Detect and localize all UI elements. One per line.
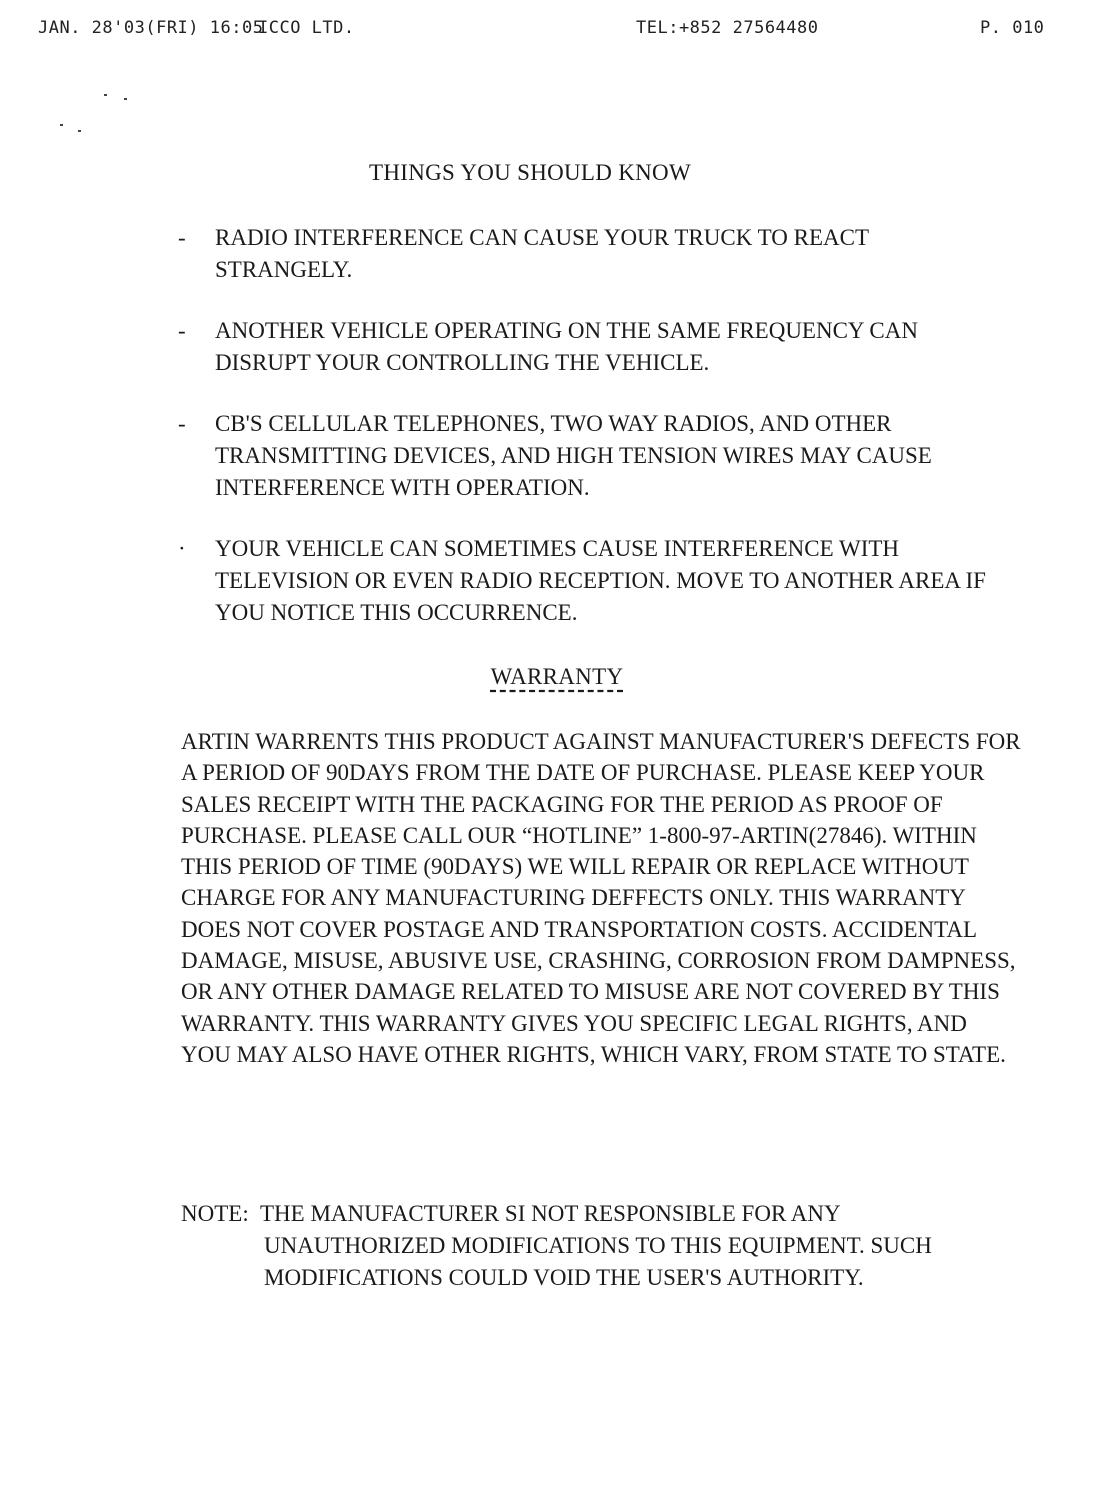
scan-speck (78, 130, 81, 132)
things-heading (0, 160, 1060, 186)
things-list (178, 222, 1008, 658)
fax-header (0, 18, 1114, 42)
fax-telephone: TEL:+852 27564480 (636, 18, 819, 38)
fax-company: ICCO LTD. (258, 18, 355, 38)
warranty-heading-text: WARRANTY (490, 664, 624, 689)
note-text: THE MANUFACTURER SI NOT RESPONSIBLE FOR ANY UNAUTHORIZED MODIFICATIONS TO THIS EQUIPMENT. SUCH MODIFICATIONS COULD VOID THE USER'S AUTHORITY. (260, 1201, 932, 1290)
things-heading-text: THINGS YOU SHOULD KNOW (369, 160, 691, 185)
list-item (178, 315, 1008, 379)
warranty-paragraph: ARTIN WARRENTS THIS PRODUCT AGAINST MANUFACTURER'S DEFECTS FOR A PERIOD OF 90DAYS FROM THE DATE OF PURCHASE. PLEASE KEEP YOUR SALES RECEIPT WITH THE PACKAGING FOR THE PERIOD AS PROOF OF PURCHASE. PLEASE CALL OUR “HOTLINE” 1-800-97-ARTIN(27846). WITHIN THIS PERIOD OF TIME (90DAYS) WE WILL REPAIR OR REPLACE WITHOUT CHARGE FOR ANY MANUFACTURING DEFFECTS ONLY. THIS WARRANTY DOES NOT COVER POSTAGE AND TRANSPORTATION COSTS. ACCIDENTAL DAMAGE, MISUSE, ABUSIVE USE, CRASHING, CORROSION FROM DAMPNESS, OR ANY OTHER DAMAGE RELATED TO MISUSE ARE NOT COVERED BY THIS WARRANTY. THIS WARRANTY GIVES YOU SPECIFIC LEGAL RIGHTS, AND YOU MAY ALSO HAVE OTHER RIGHTS, WHICH VARY, FROM STATE TO STATE. (181, 729, 1021, 1067)
list-item (178, 408, 1008, 504)
bullet-text: CB'S CELLULAR TELEPHONES, TWO WAY RADIOS, AND OTHER TRANSMITTING DEVICES, AND HIGH TENSION WIRES MAY CAUSE INTERFERENCE WITH OPERATION. (215, 411, 932, 500)
bullet-dash: - (178, 318, 186, 343)
bullet-dash: · (178, 536, 186, 561)
bullet-text: ANOTHER VEHICLE OPERATING ON THE SAME FREQUENCY CAN DISRUPT YOUR CONTROLLING THE VEHICLE. (215, 318, 918, 375)
bullet-dash: - (178, 225, 186, 250)
bullet-text: RADIO INTERFERENCE CAN CAUSE YOUR TRUCK TO REACT STRANGELY. (215, 225, 869, 282)
list-item (178, 533, 1008, 629)
bullet-text: YOUR VEHICLE CAN SOMETIMES CAUSE INTERFERENCE WITH TELEVISION OR EVEN RADIO RECEPTION. MOVE TO ANOTHER AREA IF YOU NOTICE THIS OCCURRENCE. (215, 536, 986, 625)
fax-date: JAN. 28'03(FRI) 16:05 (38, 18, 264, 38)
note-block (181, 1198, 1001, 1294)
note-label: NOTE: (181, 1201, 249, 1226)
warranty-heading (0, 664, 1114, 690)
scan-speck (124, 98, 127, 100)
bullet-dash: - (178, 411, 186, 436)
fax-page-number: P. 010 (980, 18, 1045, 38)
scan-speck (60, 124, 63, 126)
scan-speck (104, 94, 107, 96)
list-item (178, 222, 1008, 286)
